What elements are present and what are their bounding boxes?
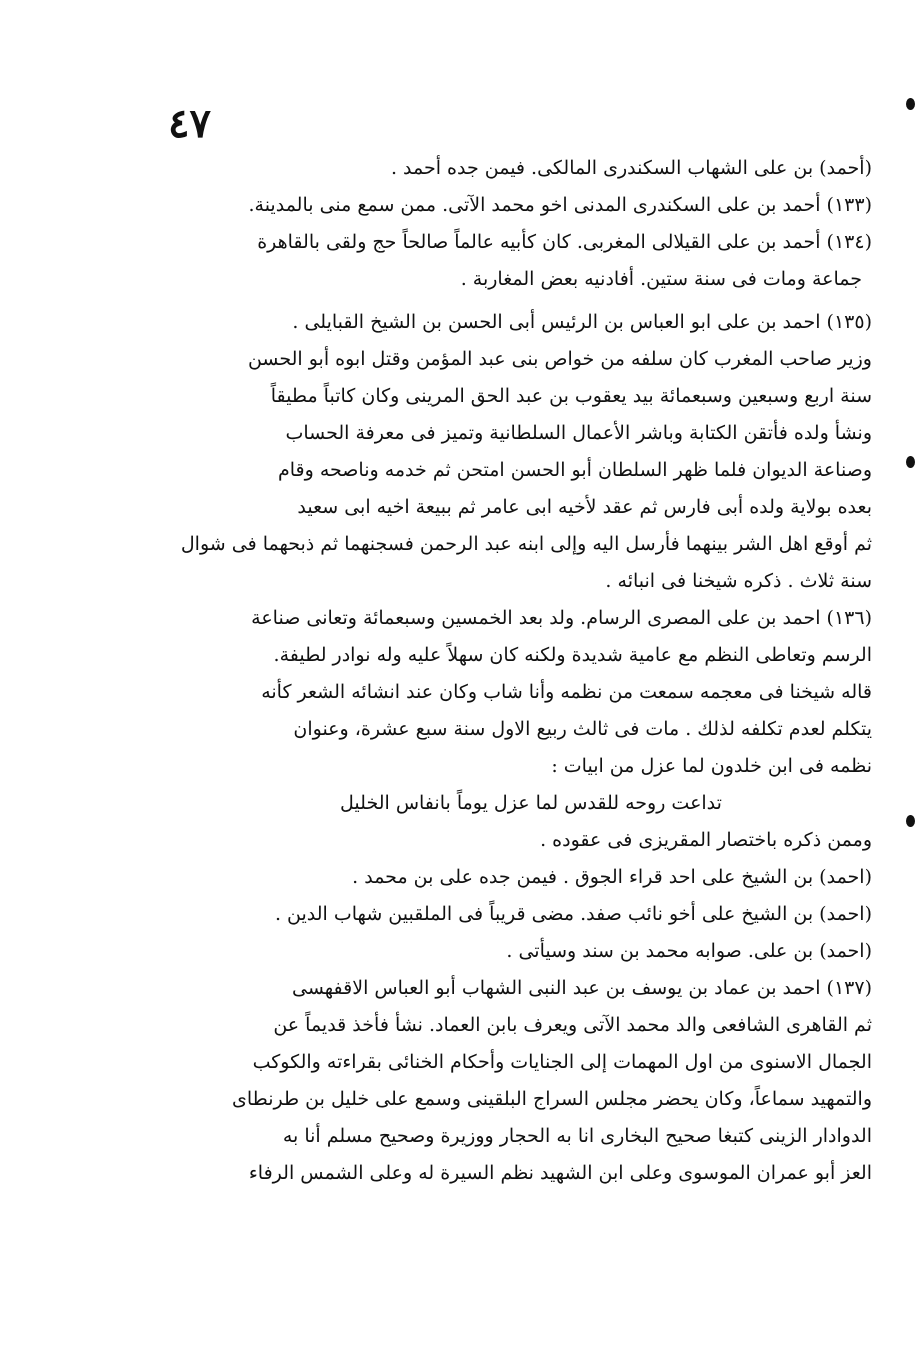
- text-line: وممن ذكره باختصار المقريزى فى عقوده .: [540, 829, 872, 851]
- text-line: سنة ثلاث . ذكره شيخنا فى انبائه .: [605, 570, 872, 592]
- text-line: العز أبو عمران الموسوى وعلى ابن الشهيد نظم السيرة له وعلى الشمس الرفاء: [248, 1162, 872, 1184]
- text-line: (احمد) بن على. صوابه محمد بن سند وسيأتى .: [506, 940, 872, 962]
- text-line: وزير صاحب المغرب كان سلفه من خواص بنى عبد المؤمن وقتل ابوه أبو الحسن: [247, 348, 872, 370]
- text-line: (١٣٤) أحمد بن على القيلالى المغربى. كان كأبيه عالماً صالحاً حج ولقى بالقاهرة: [257, 231, 872, 253]
- text-line: جماعة ومات فى سنة ستين. أفادنيه بعض المغاربة .: [460, 268, 862, 290]
- page-number: ٤٧: [168, 100, 211, 147]
- text-line: سنة اربع وسبعين وسبعمائة بيد يعقوب بن عبد الحق المرينى وكان كاتباً مطيقاً: [270, 385, 872, 407]
- body-text: [150, 150, 872, 1192]
- text-line: الدوادار الزينى كتبغا صحيح البخارى انا به الحجار ووزيرة وصحيح مسلم أنا به: [282, 1125, 872, 1147]
- text-line: ونشأ ولده فأتقن الكتابة وباشر الأعمال السلطانية وتميز فى معرفة الحساب: [285, 422, 872, 444]
- text-line: (١٣٧) احمد بن عماد بن يوسف بن عبد النبى الشهاب أبو العباس الاقفهسى: [292, 977, 872, 999]
- text-line: (احمد) بن الشيخ على أخو نائب صفد. مضى قريباً فى الملقبين شهاب الدين .: [274, 903, 872, 925]
- text-line: (١٣٣) أحمد بن على السكندرى المدنى اخو محمد الآتى. ممن سمع منى بالمدينة.: [248, 194, 872, 216]
- text-line: (١٣٥) احمد بن على ابو العباس بن الرئيس أبى الحسن بن الشيخ القبايلى .: [292, 311, 872, 333]
- margin-mark: [906, 456, 915, 468]
- text-line: نظمه فى ابن خلدون لما عزل من ابيات :: [551, 755, 872, 777]
- verse-line: تداعت روحه للقدس لما عزل يوماً بانفاس الخليل: [340, 792, 722, 814]
- text-line: (١٣٦) احمد بن على المصرى الرسام. ولد بعد الخمسين وسبعمائة وتعانى صناعة: [251, 607, 872, 629]
- text-line: الجمال الاسنوى من اول المهمات إلى الجنايات وأحكام الخنائى بقراءته والكوكب: [252, 1051, 872, 1073]
- text-line: ثم أوقع اهل الشر بينهما فأرسل اليه وإلى ابنه عبد الرحمن فسجنهما ثم ذبحهما فى شوال: [180, 533, 872, 555]
- margin-mark: [906, 815, 915, 827]
- text-line: وصناعة الديوان فلما ظهر السلطان أبو الحسن امتحن ثم خدمه وناصحه وقام: [277, 459, 872, 481]
- text-line: قاله شيخنا فى معجمه سمعت من نظمه وأنا شاب وكان عند انشائه الشعر كأنه: [261, 681, 872, 703]
- text-line: ثم القاهرى الشافعى والد محمد الآتى ويعرف بابن العماد. نشأ فأخذ قديماً عن: [273, 1014, 872, 1036]
- text-line: والتمهيد سماعاً، وكان يحضر مجلس السراج البلقينى وسمع على خليل بن طرنطاى: [232, 1088, 872, 1110]
- text-line: بعده بولاية ولده أبى فارس ثم عقد لأخيه ابى عامر ثم ببيعة اخيه ابى سعيد: [297, 496, 872, 518]
- text-line: الرسم وتعاطى النظم مع عامية شديدة ولكنه كان سهلاً عليه وله نوادر لطيفة.: [273, 644, 872, 666]
- margin-mark: [906, 98, 915, 110]
- text-line: (أحمد) بن على الشهاب السكندرى المالكى. فيمن جده أحمد .: [390, 157, 872, 179]
- text-line: (احمد) بن الشيخ على احد قراء الجوق . فيمن جده على بن محمد .: [352, 866, 872, 888]
- text-line: يتكلم لعدم تكلفه لذلك . مات فى ثالث ربيع الاول سنة سبع عشرة، وعنوان: [293, 718, 872, 740]
